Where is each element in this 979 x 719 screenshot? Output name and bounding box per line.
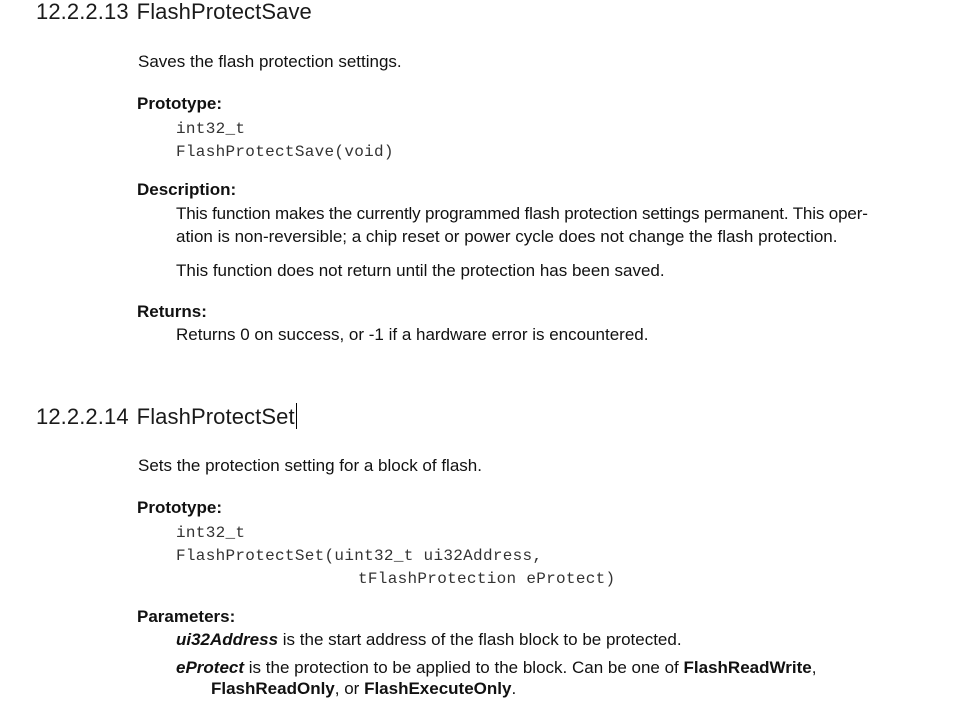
param-name: ui32Address (176, 630, 279, 649)
param-eprotect (176, 656, 963, 679)
option-flashreadonly: FlashReadOnly (211, 679, 335, 698)
param-eprotect-cont (211, 679, 516, 699)
prototype-signature: FlashProtectSave(void) (176, 143, 394, 161)
period: . (511, 679, 517, 698)
separator: , or (334, 679, 360, 698)
prototype-return-type: int32_t (176, 120, 246, 138)
param-name: eProtect (176, 658, 245, 677)
param-description: is the start address of the flash block to be protected. (282, 630, 682, 649)
summary-text: Sets the protection setting for a block of flash. (138, 456, 482, 475)
prototype-return-type: int32_t (176, 524, 246, 542)
separator: , (811, 658, 817, 677)
returns-label: Returns: (137, 302, 207, 321)
option-flashreadwrite: FlashReadWrite (683, 658, 812, 677)
section-heading-flashprotectset (36, 403, 297, 430)
section-title: FlashProtectSet (136, 404, 295, 429)
option-flashexecuteonly: FlashExecuteOnly (364, 679, 512, 698)
param-ui32address (176, 630, 682, 650)
section-title: FlashProtectSave (136, 0, 312, 24)
prototype-label: Prototype: (137, 498, 222, 517)
section-number: 12.2.2.14 (36, 404, 129, 429)
prototype-signature: FlashProtectSet(uint32_t ui32Address, (176, 547, 543, 565)
section-number: 12.2.2.13 (36, 0, 129, 24)
section-heading-flashprotectsave (36, 0, 312, 25)
text-cursor (296, 403, 297, 429)
description-line-2: ation is non-reversible; a chip reset or power cycle does not change the flash protection. (176, 227, 838, 246)
description-line-1: This function makes the currently programmed flash protection settings permanent. This oper- (176, 204, 868, 223)
prototype-signature-cont: tFlashProtection eProtect) (358, 570, 616, 588)
param-description: is the protection to be applied to the block. Can be one of (248, 658, 679, 677)
description-line-3: This function does not return until the protection has been saved. (176, 261, 665, 280)
summary-text: Saves the flash protection settings. (138, 52, 402, 71)
parameters-label: Parameters: (137, 607, 236, 626)
description-label: Description: (137, 180, 237, 199)
returns-text: Returns 0 on success, or -1 if a hardware error is encountered. (176, 325, 649, 344)
prototype-label: Prototype: (137, 94, 222, 113)
